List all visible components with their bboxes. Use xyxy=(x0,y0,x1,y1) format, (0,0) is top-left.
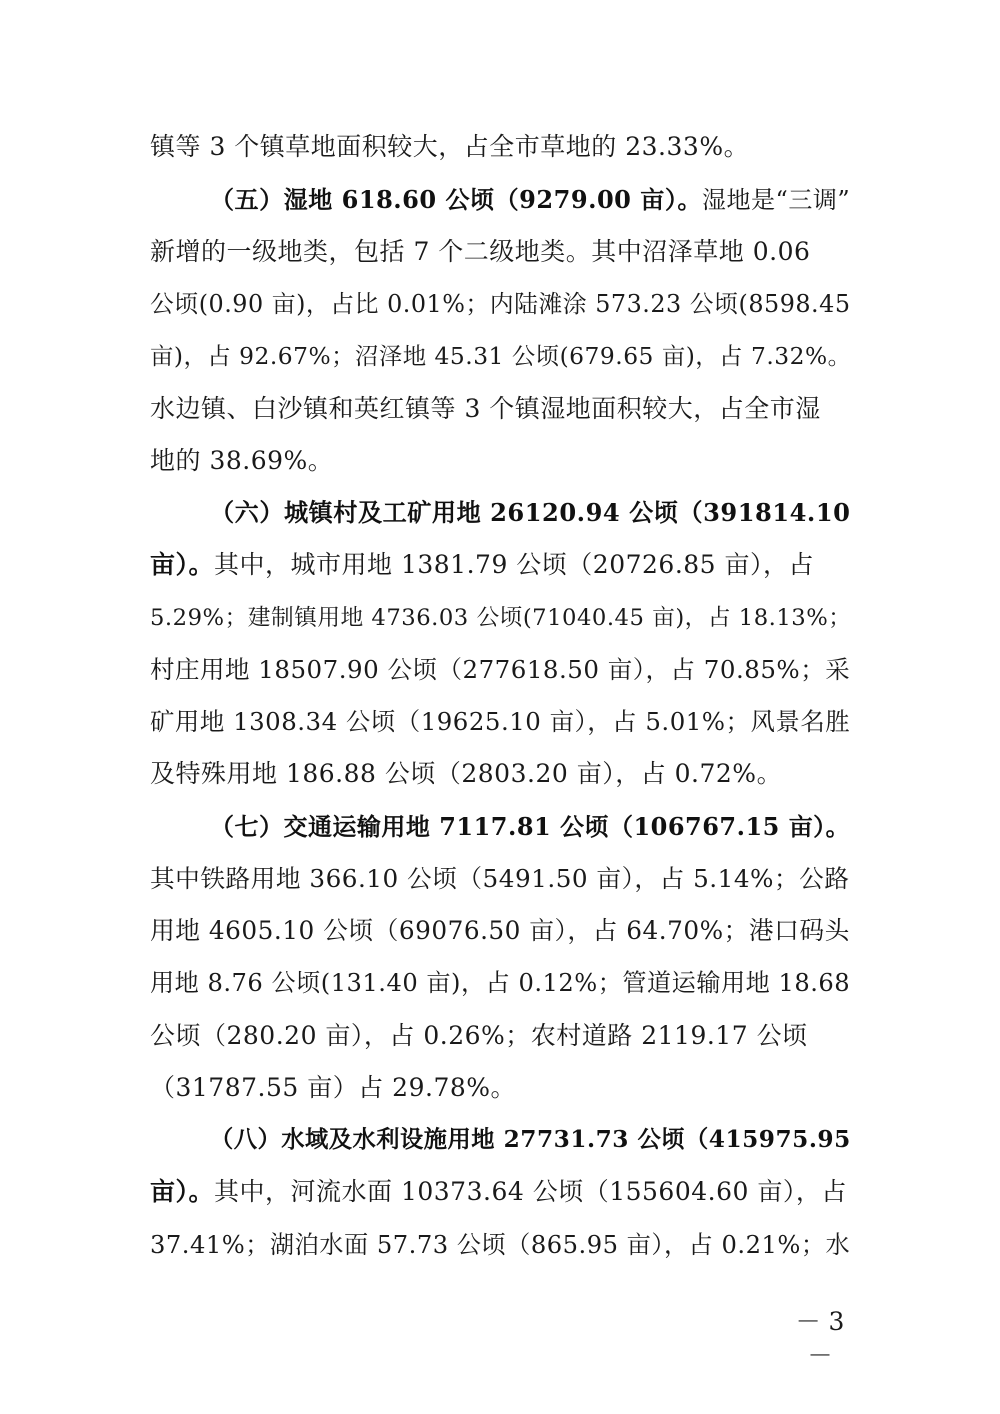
line-text: 亩)，占 92.67%；沼泽地 45.31 公顷(679.65 亩)，占 7.32%。 xyxy=(150,342,852,370)
section-heading-water-land xyxy=(210,1123,851,1157)
line-text: 湿地是“三调” xyxy=(701,186,851,214)
paragraph-line xyxy=(150,287,851,321)
line-text: 公顷（280.20 亩），占 0.26%；农村道路 2119.17 公顷 xyxy=(150,1021,808,1050)
line-text: 用地 8.76 公顷(131.40 亩)，占 0.12%；管道运输用地 18.68 xyxy=(150,969,851,997)
paragraph-line xyxy=(150,966,850,1000)
section-heading-transport-land xyxy=(210,810,850,844)
paragraph-line xyxy=(150,392,821,426)
line-text: 村庄用地 18507.90 公顷（277618.50 亩），占 70.85%；采 xyxy=(150,655,851,684)
paragraph-line xyxy=(150,705,850,739)
line-text: 及特殊用地 186.88 公顷（2803.20 亩），占 0.72%。 xyxy=(150,759,783,788)
paragraph-line xyxy=(150,339,852,373)
paragraph-line xyxy=(150,1175,847,1209)
line-text: 矿用地 1308.34 公顷（19625.10 亩），占 5.01%；风景名胜 xyxy=(150,707,851,736)
paragraph-line xyxy=(150,1228,850,1262)
paragraph-line xyxy=(150,601,851,635)
line-text: 其中，城市用地 1381.79 公顷（20726.85 亩），占 xyxy=(214,550,815,579)
heading-text: （六）城镇村及工矿用地 26120.94 公顷（391814.10 xyxy=(210,498,851,527)
heading-text: （八）水域及水利设施用地 27731.73 公顷（415975.95 xyxy=(210,1126,851,1153)
line-text: 公顷(0.90 亩)，占比 0.01%；内陆滩涂 573.23 公顷(8598.45 xyxy=(150,290,851,318)
line-text: 其中铁路用地 366.10 公顷（5491.50 亩），占 5.14%；公路 xyxy=(150,864,850,893)
heading-text: 亩）。 xyxy=(150,1177,215,1206)
paragraph-line xyxy=(150,914,850,948)
paragraph-line xyxy=(150,757,782,791)
section-heading-wetland xyxy=(210,183,850,217)
paragraph-line xyxy=(150,548,814,582)
paragraph-line xyxy=(150,862,850,896)
heading-text: （七）交通运输用地 7117.81 公顷（106767.15 亩）。 xyxy=(210,812,851,841)
line-text: 5.29%；建制镇用地 4736.03 公顷(71040.45 亩)，占 18.13%； xyxy=(150,605,852,631)
line-text: 水边镇、白沙镇和英红镇等 3 个镇湿地面积较大，占全市湿 xyxy=(150,394,821,423)
line-text: 新增的一级地类，包括 7 个二级地类。其中沼泽草地 0.06 xyxy=(150,237,811,266)
line-text: （31787.55 亩）占 29.78%。 xyxy=(150,1073,517,1102)
heading-text: （五）湿地 618.60 公顷（9279.00 亩）。 xyxy=(210,185,702,214)
line-text: 37.41%；湖泊水面 57.73 公顷（865.95 亩），占 0.21%；水 xyxy=(150,1231,851,1259)
line-text: 镇等 3 个镇草地面积较大，占全市草地的 23.33%。 xyxy=(150,132,750,161)
section-heading-urban-land xyxy=(210,496,850,530)
line-text: 地的 38.69%。 xyxy=(150,446,334,475)
heading-text: 亩）。 xyxy=(150,550,215,579)
line-text: 用地 4605.10 公顷（69076.50 亩），占 64.70%；港口码头 xyxy=(150,916,850,945)
paragraph-line xyxy=(150,653,850,687)
paragraph-line xyxy=(150,444,333,478)
line-text: 其中，河流水面 10373.64 公顷（155604.60 亩），占 xyxy=(214,1177,847,1206)
page-number: － 3 － xyxy=(795,1307,845,1370)
paragraph-line xyxy=(150,130,749,164)
paragraph-line xyxy=(150,235,810,269)
paragraph-line xyxy=(150,1071,516,1105)
paragraph-line xyxy=(150,1019,808,1053)
